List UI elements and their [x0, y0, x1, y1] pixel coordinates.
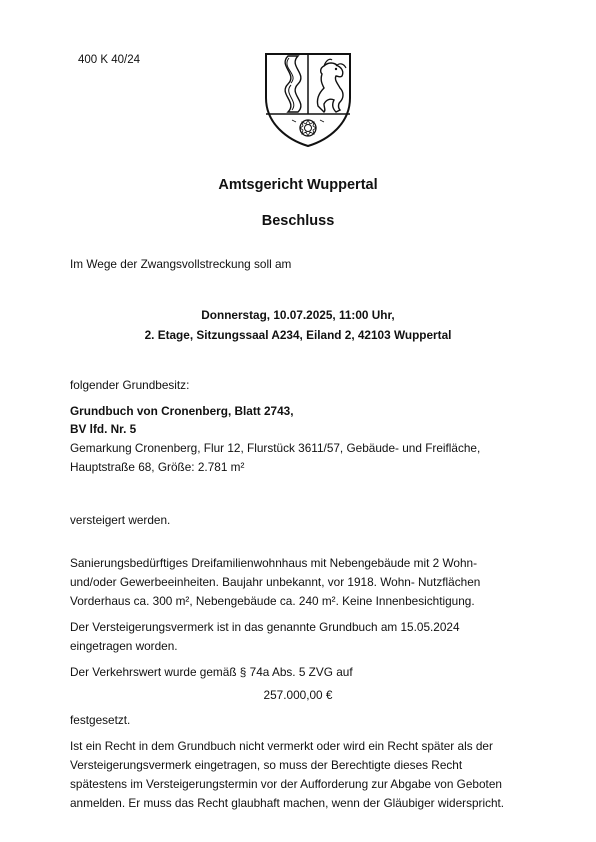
rights-line-2: Versteigerungsvermerk eingetragen, so muss der Berechtigte dieses Recht: [70, 758, 463, 772]
land-register: Grundbuch von Cronenberg, Blatt 2743,: [70, 404, 294, 418]
registry-note-line-2: eingetragen worden.: [70, 639, 178, 653]
registry-note-line-1: Der Versteigerungsvermerk ist in das genannte Grundbuch am 15.05.2024: [70, 620, 460, 634]
value-intro: Der Verkehrswert wurde gemäß § 74a Abs. 5 ZVG auf: [70, 665, 353, 679]
auction-text: versteigert werden.: [70, 513, 171, 527]
hearing-location: 2. Etage, Sitzungssaal A234, Eiland 2, 42103 Wuppertal: [144, 328, 452, 342]
description-line-2: und/oder Gewerbeeinheiten. Baujahr unbekannt, vor 1918. Wohn- Nutzflächen: [70, 575, 481, 589]
hearing-date: Donnerstag, 10.07.2025, 11:00 Uhr,: [201, 308, 395, 322]
bv-number: BV lfd. Nr. 5: [70, 422, 137, 436]
intro-text: Im Wege der Zwangsvollstreckung soll am: [70, 257, 292, 271]
case-reference: 400 K 40/24: [78, 54, 141, 66]
value-outro: festgesetzt.: [70, 713, 131, 727]
rights-line-4: anmelden. Er muss das Recht glaubhaft machen, wenn der Gläubiger widerspricht.: [70, 796, 505, 810]
document-title: Beschluss: [261, 213, 335, 229]
property-intro: folgender Grundbesitz:: [70, 378, 190, 392]
court-name: Amtsgericht Wuppertal: [218, 177, 378, 193]
parcel-line-2: Hauptstraße 68, Größe: 2.781 m²: [70, 460, 245, 474]
description-line-1: Sanierungsbedürftiges Dreifamilienwohnhaus mit Nebengebäude mit 2 Wohn-: [70, 556, 478, 570]
rights-line-1: Ist ein Recht in dem Grundbuch nicht vermerkt oder wird ein Recht später als der: [70, 739, 493, 753]
rights-line-3: spätestens im Versteigerungstermin vor der Aufforderung zur Abgabe von Geboten: [70, 777, 502, 791]
value-amount: 257.000,00 €: [263, 688, 333, 702]
parcel-line-1: Gemarkung Cronenberg, Flur 12, Flurstück 3611/57, Gebäude- und Freifläche,: [70, 441, 481, 455]
description-line-3: Vorderhaus ca. 300 m², Nebengebäude ca. 240 m². Keine Innenbesichtigung.: [70, 594, 475, 608]
coat-of-arms-icon: [258, 50, 358, 148]
